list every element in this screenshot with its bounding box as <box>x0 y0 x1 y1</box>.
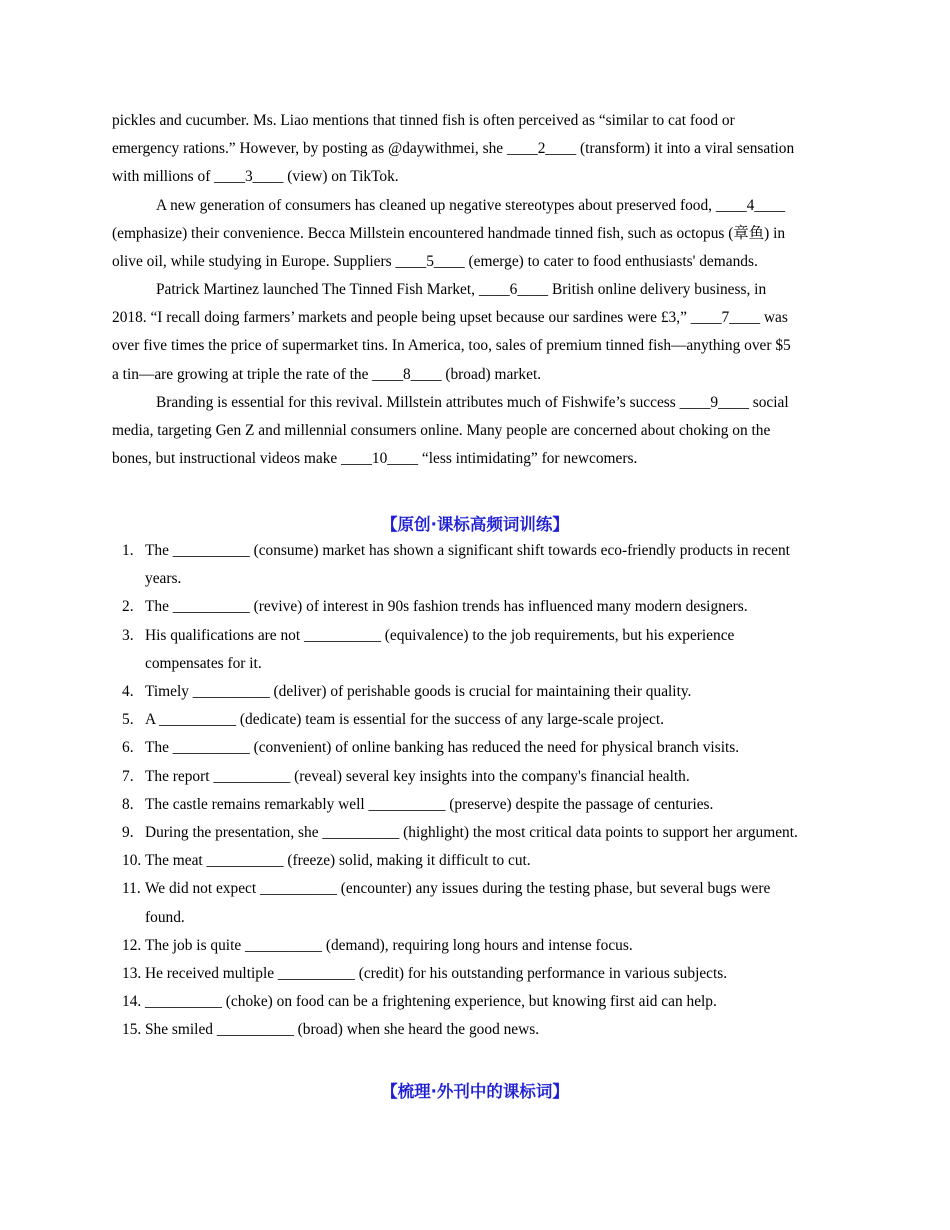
exercise-text: The meat __________ (freeze) solid, making it difficult to cut. <box>145 852 531 870</box>
passage-line: A new generation of consumers has cleaned up negative stereotypes about preserved food, ____4____ <box>156 197 786 214</box>
exercise-text: His qualifications are not __________ (equivalence) to the job requirements, but his experience <box>145 626 735 644</box>
exercise-list <box>122 537 842 1045</box>
exercise-item <box>122 678 842 706</box>
section-title-vocabulary-review: 【梳理·外刊中的课标词】 <box>381 1082 569 1101</box>
exercise-number: 3. <box>122 626 134 644</box>
exercise-number: 5. <box>122 711 134 729</box>
passage-line: bones, but instructional videos make ____10____ “less intimidating” for newcomers. <box>112 450 638 468</box>
exercise-text: The castle remains remarkably well __________ (preserve) despite the passage of centuries. <box>145 795 714 813</box>
exercise-item <box>122 875 842 931</box>
exercise-item <box>122 622 842 678</box>
exercise-number: 11. <box>122 880 141 898</box>
exercise-number: 13. <box>122 965 142 983</box>
exercise-item <box>122 537 842 593</box>
passage-paragraph-4 <box>112 389 840 474</box>
exercise-text: He received multiple __________ (credit) for his outstanding performance in various subjects. <box>145 965 728 983</box>
exercise-item <box>122 1016 842 1044</box>
exercise-text: The report __________ (reveal) several key insights into the company's financial health. <box>145 767 690 785</box>
exercise-item <box>122 734 842 762</box>
exercise-text: During the presentation, she __________ (highlight) the most critical data points to support her argument. <box>145 824 798 842</box>
section-title-vocabulary-training: 【原创·课标高频词训练】 <box>381 515 569 534</box>
exercise-text: We did not expect __________ (encounter) any issues during the testing phase, but several bugs were <box>145 880 771 898</box>
exercise-item <box>122 932 842 960</box>
passage-line: 2018. “I recall doing farmers’ markets and people being upset because our sardines were £3,” ____7____ was <box>112 309 788 327</box>
exercise-item <box>122 791 842 819</box>
passage-line: over five times the price of supermarket tins. In America, too, sales of premium tinned fish—anything over $5 <box>112 337 791 355</box>
exercise-number: 10. <box>122 852 142 870</box>
passage-line: Patrick Martinez launched The Tinned Fish Market, ____6____ British online delivery business, in <box>156 281 767 298</box>
exercise-item <box>122 819 842 847</box>
exercise-number: 7. <box>122 767 134 785</box>
passage-paragraph-2 <box>112 192 840 277</box>
exercise-item <box>122 593 842 621</box>
passage-line: olive oil, while studying in Europe. Suppliers ____5____ (emerge) to cater to food enthusiasts' demands. <box>112 253 758 271</box>
exercise-text: found. <box>145 908 185 926</box>
passage-line: emergency rations.” However, by posting as @daywithmei, she ____2____ (transform) it into a viral sensation <box>112 140 795 158</box>
exercise-text: The __________ (consume) market has shown a significant shift towards eco-friendly products in recent <box>145 542 790 559</box>
passage-paragraph-3 <box>112 276 840 389</box>
exercise-number: 4. <box>122 683 134 701</box>
exercise-text: The job is quite __________ (demand), requiring long hours and intense focus. <box>145 936 633 954</box>
passage-line: Branding is essential for this revival. Millstein attributes much of Fishwife’s success ____9____ social <box>156 394 789 411</box>
exercise-text: A __________ (dedicate) team is essential for the success of any large-scale project. <box>145 711 664 729</box>
exercise-item <box>122 763 842 791</box>
exercise-text: The __________ (revive) of interest in 90s fashion trends has influenced many modern designers. <box>145 598 748 616</box>
exercise-text: years. <box>145 570 182 588</box>
exercise-number: 2. <box>122 598 134 616</box>
exercise-text: Timely __________ (deliver) of perishable goods is crucial for maintaining their quality. <box>145 683 692 701</box>
exercise-number: 12. <box>122 936 142 954</box>
exercise-item <box>122 706 842 734</box>
exercise-text: compensates for it. <box>145 654 262 672</box>
passage-line: (emphasize) their convenience. Becca Millstein encountered handmade tinned fish, such as octopus (章鱼) in <box>112 225 786 243</box>
exercise-number: 1. <box>122 542 134 559</box>
passage-line: a tin—are growing at triple the rate of the ____8____ (broad) market. <box>112 365 542 383</box>
exercise-text: She smiled __________ (broad) when she heard the good news. <box>145 1021 540 1039</box>
passage-line: with millions of ____3____ (view) on TikTok. <box>112 168 399 186</box>
passage-line: media, targeting Gen Z and millennial consumers online. Many people are concerned about choking on the <box>112 422 771 440</box>
exercise-number: 6. <box>122 739 134 757</box>
exercise-text: __________ (choke) on food can be a frightening experience, but knowing first aid can help. <box>145 993 717 1011</box>
exercise-item <box>122 960 842 988</box>
passage-line: pickles and cucumber. Ms. Liao mentions that tinned fish is often perceived as “similar to cat food or <box>112 112 735 129</box>
exercise-number: 8. <box>122 795 134 813</box>
exercise-number: 15. <box>122 1021 142 1039</box>
exercise-number: 9. <box>122 824 134 842</box>
exercise-item <box>122 988 842 1016</box>
exercise-item <box>122 847 842 875</box>
exercise-text: The __________ (convenient) of online banking has reduced the need for physical branch visits. <box>145 739 740 757</box>
exercise-number: 14. <box>122 993 142 1011</box>
passage-paragraph-1 <box>112 107 840 192</box>
